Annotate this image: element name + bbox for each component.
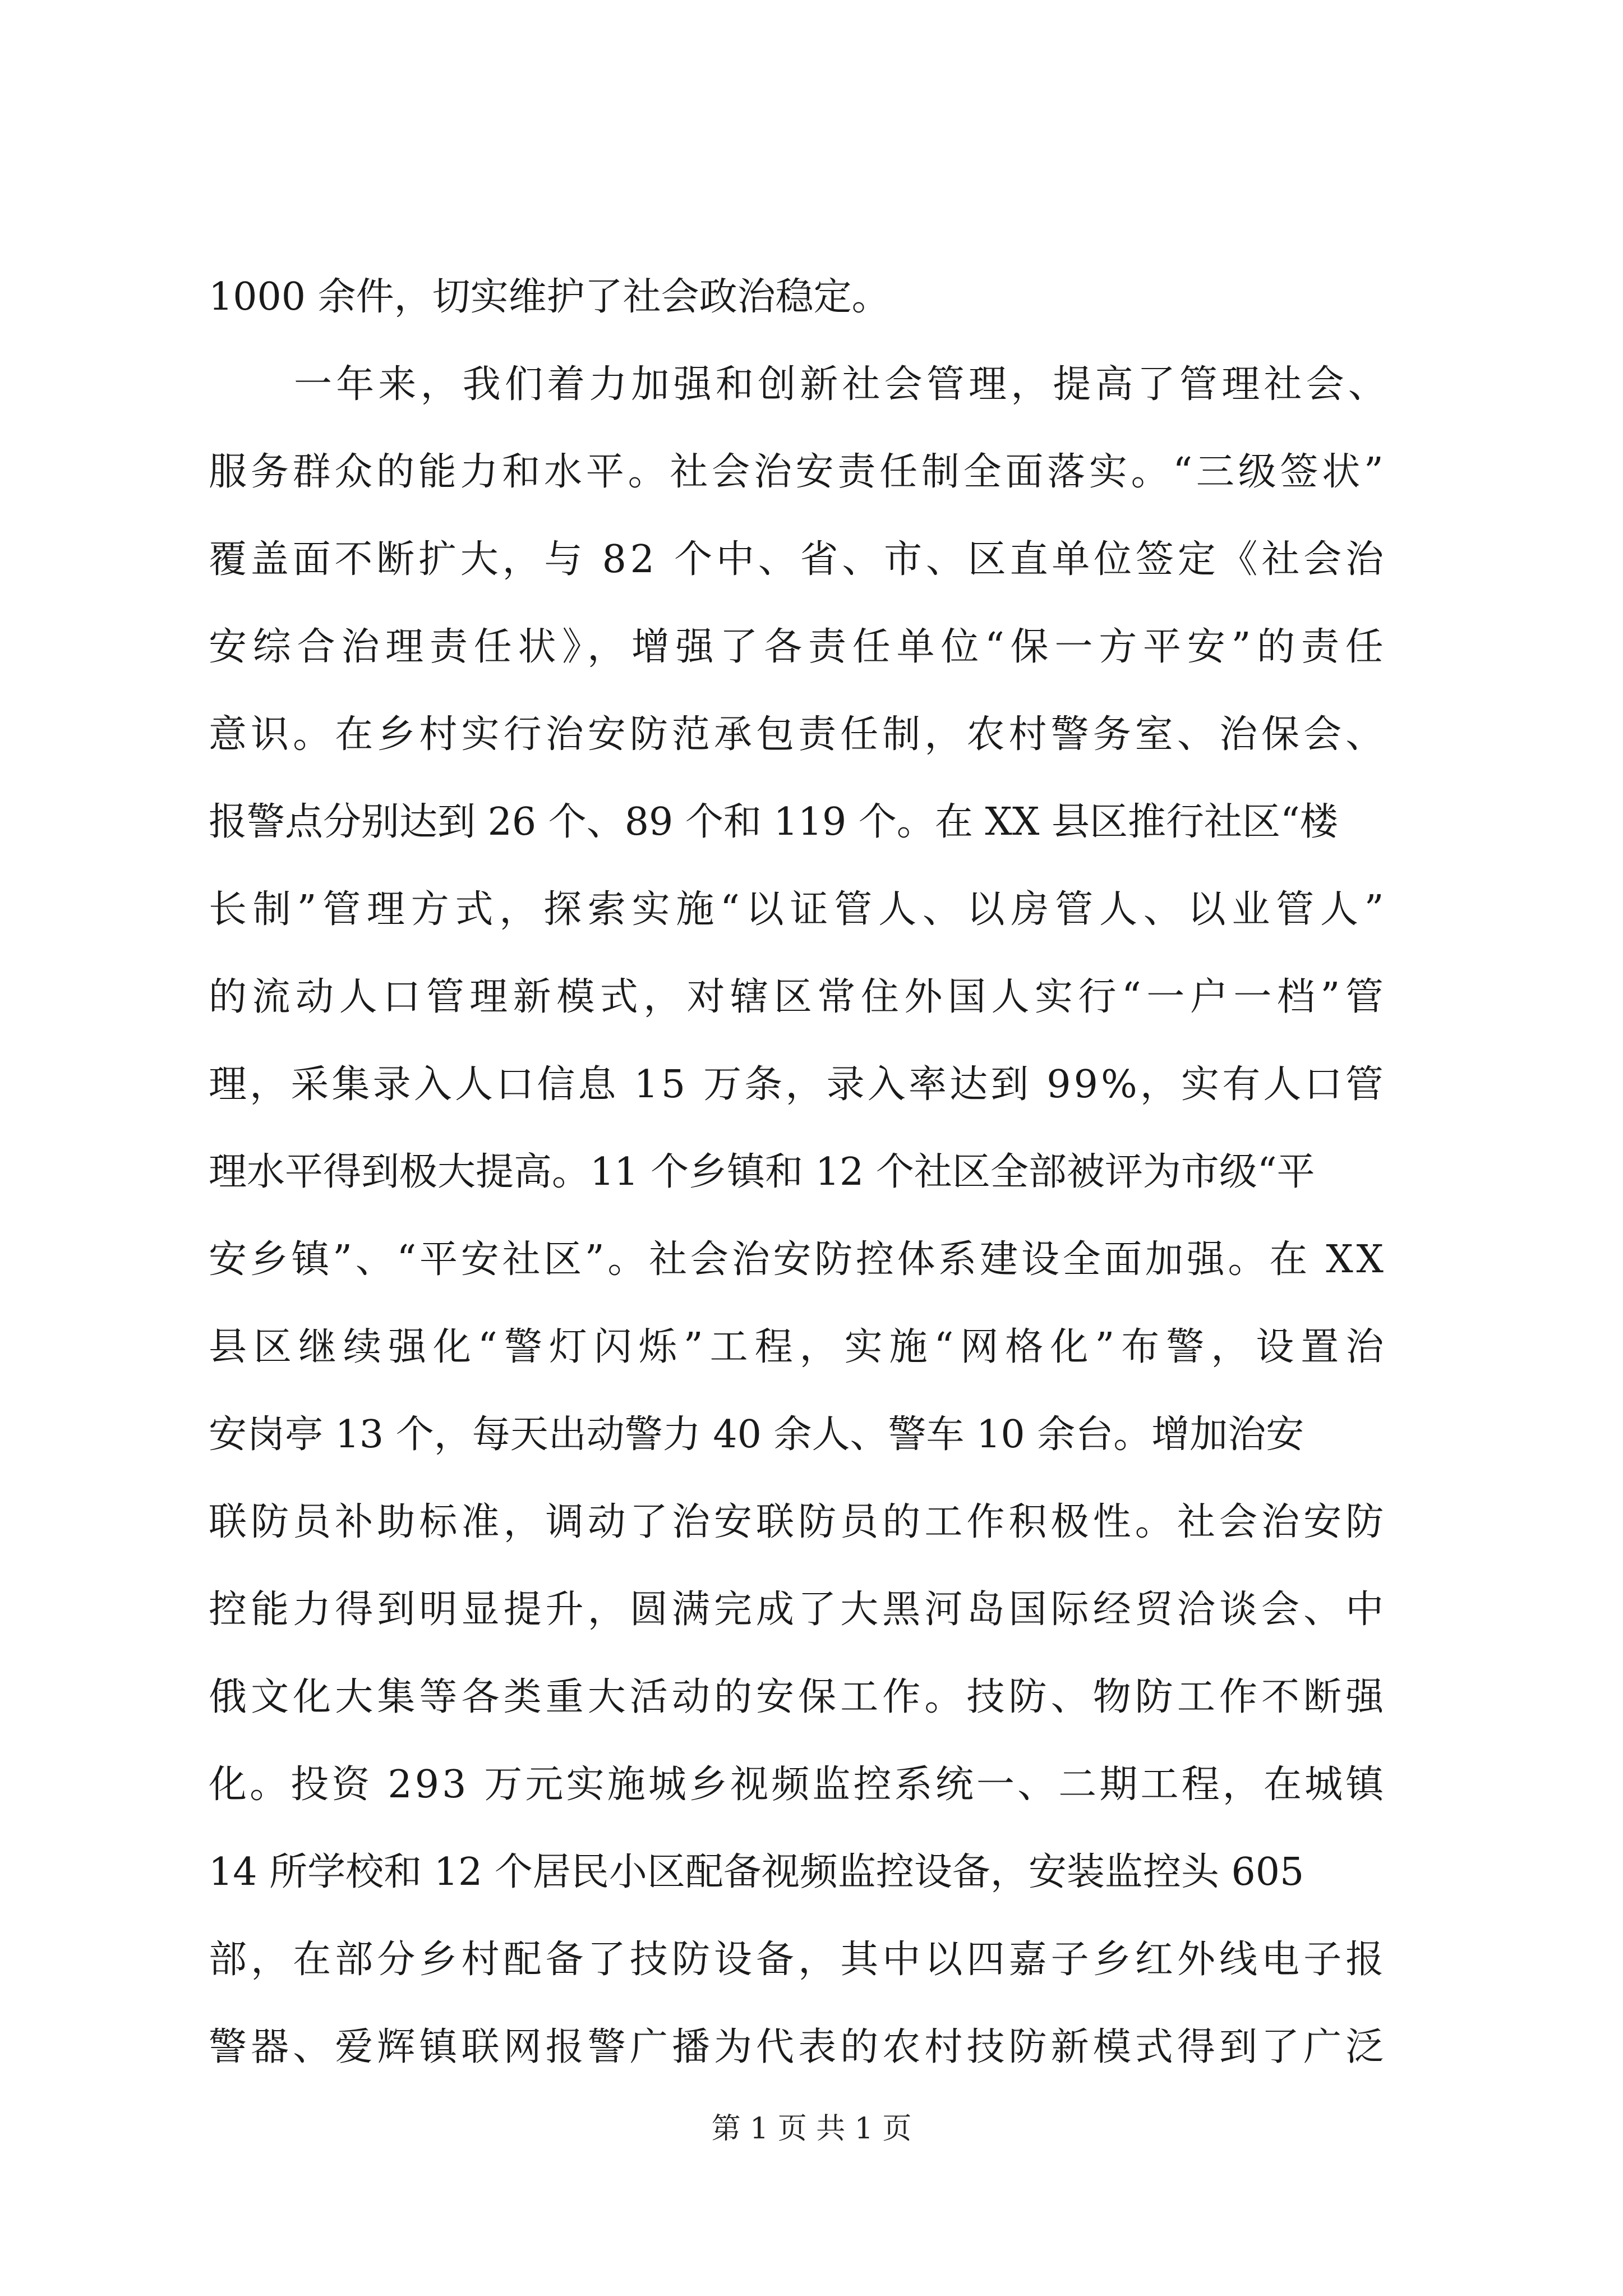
text-line-10: 理，采集录入人口信息 15 万条，录入率达到 99%，实有人口管 — [209, 1062, 1386, 1107]
text-line-21: 警器、爱辉镇联网报警广播为代表的农村技防新模式得到了广泛 — [209, 2025, 1388, 2069]
text-line-20: 部，在部分乡村配备了技防设备，其中以四嘉子乡红外线电子报 — [209, 1938, 1388, 1982]
text-line-6: 意识。在乡村实行治安防范承包责任制，农村警务室、治保会、 — [209, 712, 1388, 757]
text-line-17: 俄文化大集等各类重大活动的安保工作。技防、物防工作不断强 — [209, 1675, 1388, 1719]
text-line-1: 1000 余件，切实维护了社会政治稳定。 — [209, 275, 890, 319]
text-line-12: 安乡镇”、“平安社区”。社会治安防控体系建设全面加强。在 XX — [209, 1237, 1387, 1282]
text-line-19: 14 所学校和 12 个居民小区配备视频监控设备，安装监控头 605 — [209, 1850, 1304, 1894]
text-line-14: 安岗亭 13 个，每天出动警力 40 余人、警车 10 余台。增加治安 — [209, 1412, 1304, 1457]
text-line-4: 覆盖面不断扩大，与 82 个中、省、市、区直单位签定《社会治 — [209, 537, 1387, 582]
text-line-18: 化。投资 293 万元实施城乡视频监控系统一、二期工程，在城镇 — [209, 1763, 1387, 1807]
text-line-7: 报警点分别达到 26 个、89 个和 119 个。在 XX 县区推行社区“楼 — [209, 800, 1338, 844]
text-line-8: 长制”管理方式，探索实施“以证管人、以房管人、以业管人” — [209, 887, 1390, 932]
page-footer: 第 1 页 共 1 页 — [711, 2112, 912, 2146]
text-line-5: 安综合治理责任状》，增强了各责任单位“保一方平安”的责任 — [209, 625, 1390, 669]
text-line-2: 一年来，我们着力加强和创新社会管理，提高了管理社会、 — [294, 362, 1390, 407]
text-line-15: 联防员补助标准，调动了治安联防员的工作积极性。社会治安防 — [209, 1500, 1388, 1544]
text-line-9: 的流动人口管理新模式，对辖区常住外国人实行“一户一档”管 — [209, 975, 1389, 1019]
text-line-13: 县区继续强化“警灯闪烁”工程，实施“网格化”布警，设置治 — [209, 1325, 1391, 1369]
text-line-11: 理水平得到极大提高。11 个乡镇和 12 个社区全部被评为市级“平 — [209, 1150, 1315, 1194]
text-line-16: 控能力得到明显提升，圆满完成了大黑河岛国际经贸洽谈会、中 — [209, 1588, 1388, 1632]
text-line-3: 服务群众的能力和水平。社会治安责任制全面落实。“三级签状” — [209, 450, 1387, 494]
